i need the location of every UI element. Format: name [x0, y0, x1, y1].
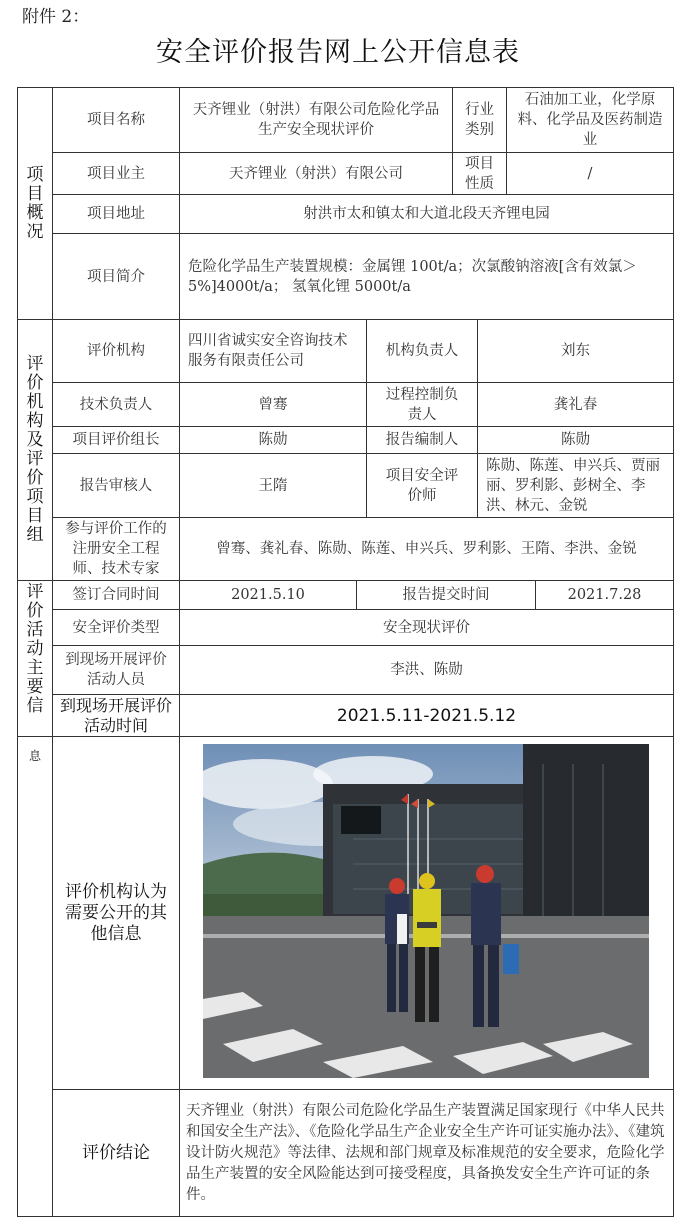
project-owner-label: 项目业主: [52, 152, 180, 195]
agency-head-value: 刘东: [477, 319, 674, 383]
other-info-label: 评价机构认为需要公开的其他信息: [52, 736, 180, 1090]
report-writer-label: 报告编制人: [366, 426, 478, 454]
tech-head-value: 曾骞: [179, 382, 367, 427]
section-activity-tail: 息: [17, 736, 53, 1217]
experts-value: 曾骞、龚礼春、陈勋、陈莲、申兴兵、罗利影、王隋、李洪、金锐: [179, 517, 674, 581]
project-name-value: 天齐锂业（射洪）有限公司危险化学品生产安全现状评价: [179, 87, 453, 153]
team-leader-label: 项目评价组长: [52, 426, 180, 454]
team-leader-value: 陈勋: [179, 426, 367, 454]
agency-head-label: 机构负责人: [366, 319, 478, 383]
project-address-value: 射洪市太和镇太和大道北段天齐锂电园: [179, 194, 674, 234]
onsite-time-value: 2021.5.11-2021.5.12: [179, 694, 674, 737]
conclusion-value: 天齐锂业（射洪）有限公司危险化学品生产装置满足国家现行《中华人民共和国安全生产法》、《危险化学品生产企业安全生产许可证实施办法》、《建筑设计防火规范》等法律、法规和部门规章及标准规范的安全要求，危险化学品生产装置的安全风险能达到可接受程度，具备换发安全生产许可证的条件。: [179, 1089, 674, 1217]
page-title: 安全评价报告网上公开信息表: [156, 37, 520, 68]
submit-date-value: 2021.7.28: [535, 580, 674, 610]
project-nature-label: 项目性质: [452, 152, 507, 195]
report-reviewer-label: 报告审核人: [52, 453, 180, 518]
contract-date-value: 2021.5.10: [179, 580, 357, 610]
onsite-time-label: 到现场开展评价活动时间: [52, 694, 180, 737]
report-reviewer-value: 王隋: [179, 453, 367, 518]
site-photo-image: [203, 744, 649, 1078]
project-owner-value: 天齐锂业（射洪）有限公司: [179, 152, 453, 195]
industry-value: 石油加工业，化学原料、化学品及医药制造业: [506, 87, 674, 153]
submit-date-label: 报告提交时间: [356, 580, 536, 610]
section-overview: 项目概况: [17, 87, 53, 320]
project-name-label: 项目名称: [52, 87, 180, 153]
safety-assessor-value: 陈勋、陈莲、申兴兵、贾丽丽、罗利影、彭树全、李洪、林元、金锐: [477, 453, 674, 518]
section-activity: 评价活动主要信: [17, 580, 53, 737]
conclusion-label: 评价结论: [52, 1089, 180, 1217]
experts-label: 参与评价工作的注册安全工程师、技术专家: [52, 517, 180, 581]
process-head-label: 过程控制负责人: [366, 382, 478, 427]
agency-value: 四川省诚实安全咨询技术服务有限责任公司: [179, 319, 367, 383]
tech-head-label: 技术负责人: [52, 382, 180, 427]
site-photo: [203, 744, 649, 1078]
contract-date-label: 签订合同时间: [52, 580, 180, 610]
project-address-label: 项目地址: [52, 194, 180, 234]
attachment-label: 附件 2：: [22, 7, 90, 27]
report-writer-value: 陈勋: [477, 426, 674, 454]
project-nature-value: /: [506, 152, 674, 195]
project-intro-label: 项目简介: [52, 233, 180, 320]
project-intro-value: 危险化学品生产装置规模：金属锂 100t/a；次氯酸钠溶液[含有效氯＞5%]4000t/a； 氢氧化锂 5000t/a: [179, 233, 674, 320]
agency-label: 评价机构: [52, 319, 180, 383]
industry-label: 行业类别: [452, 87, 507, 153]
section-agency: 评价机构及评价项目组: [17, 319, 53, 581]
evaluation-type-value: 安全现状评价: [179, 609, 674, 646]
evaluation-type-label: 安全评价类型: [52, 609, 180, 646]
onsite-staff-value: 李洪、陈勋: [179, 645, 674, 695]
onsite-staff-label: 到现场开展评价活动人员: [52, 645, 180, 695]
process-head-value: 龚礼春: [477, 382, 674, 427]
safety-assessor-label: 项目安全评价师: [366, 453, 478, 518]
